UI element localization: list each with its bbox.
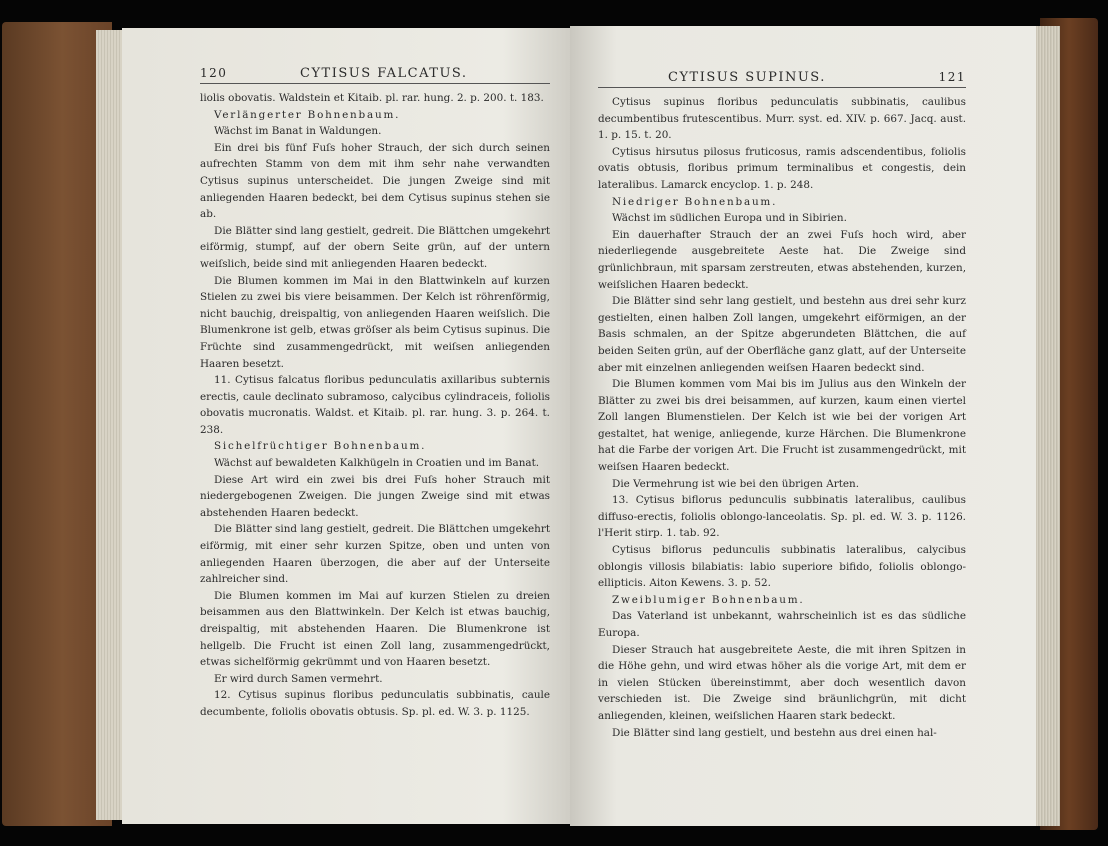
paragraph: Die Blätter sind lang gestielt, gedreit. Die Blättchen umgekehrt eiförmig, mit einer sehr kurzen Spitze, oben und unten von anliegenden Haaren überzogen, die aber auf der Unterseite zahlreicher sind. — [200, 523, 550, 586]
common-name-heading: Verlängerter Bohnenbaum. — [214, 108, 401, 121]
species-entry: 13. Cytisus biflorus pedunculis subbinatis lateralibus, caulibus diffuso-erectis, foliolis oblongo-lanceolatis. Sp. pl. ed. W. 3. p. 1126. l'Herit stirp. 1. tab. 92. — [598, 494, 966, 540]
paragraph: Diese Art wird ein zwei bis drei Fuſs hoher Strauch mit niedergebogenen Zweigen. Die jungen Zweige sind mit etwas abstehenden Haaren bedeckt. — [200, 473, 550, 519]
paragraph: Die Vermehrung ist wie bei den übrigen Arten. — [612, 477, 860, 490]
paragraph: Die Blätter sind lang gestielt, und bestehn aus drei einen hal- — [612, 726, 937, 739]
page-number-right: 121 — [938, 70, 966, 84]
page-number-left: 120 — [200, 66, 228, 80]
paragraph: Die Blätter sind sehr lang gestielt, und bestehn aus drei sehr kurz gestielten, einen halben Zoll langen, umgekehrt eiförmigen, an der Basis schmalen, an der Spitze abgerundeten Blättchen, die auf beiden Seiten grün, auf der Oberfläche ganz glatt, auf der Unterseite aber mit einzelnen anliegenden weiſsen Haaren bedeckt sind. — [598, 295, 966, 374]
running-title-left: CYTISUS FALCATUS. — [300, 66, 468, 81]
paragraph: Wächst im südlichen Europa und in Sibirien. — [612, 212, 847, 225]
left-page-text — [200, 90, 550, 721]
species-synonym: Cytisus hirsutus pilosus fruticosus, ramis adscendentibus, foliolis ovatis obtusis, floribus primum terminalibus et congestis, dein lateralibus. Lamarck encyclop. 1. p. 248. — [598, 145, 966, 191]
paragraph: Ein dauerhafter Strauch der an zwei Fuſs hoch wird, aber niederliegende ausgebreitete Aeste hat. Die Zweige sind grünlichbraun, mit sparsam zerstreuten, etwas abstehenden, kurzen, weiſslichen Haaren bedeckt. — [598, 228, 966, 291]
paragraph: Die Blätter sind lang gestielt, gedreit. Die Blättchen umgekehrt eiförmig, stumpf, auf der obern Seite grün, auf der untern weiſslich, beide sind mit anliegenden Haaren bedeckt. — [200, 224, 550, 270]
species-synonym: Cytisus supinus floribus pedunculatis subbinatis, caulibus decumbentibus frutescentibus. Murr. syst. ed. XIV. p. 667. Jacq. aust. 1. p. 15. t. 20. — [598, 96, 966, 142]
common-name-heading: Zweiblumiger Bohnenbaum. — [612, 593, 805, 606]
species-entry: 12. Cytisus supinus floribus pedunculatis subbinatis, caule decumbente, foliolis obovatis obtusis. Sp. pl. ed. W. 3. p. 1125. — [200, 689, 550, 718]
right-page — [570, 26, 1036, 826]
paragraph: Wächst auf bewaldeten Kalkhügeln in Croatien und im Banat. — [214, 457, 540, 470]
paragraph: liolis obovatis. Waldstein et Kitaib. pl. rar. hung. 2. p. 200. t. 183. — [200, 92, 544, 104]
paragraph: Die Blumen kommen im Mai in den Blattwinkeln auf kurzen Stielen zu zwei bis viere beisammen. Der Kelch ist röhrenförmig, nicht bauchig, dreispaltig, von anliegenden Haaren weiſslich. Die Blumenkrone ist gelb, etwas gröſser als beim Cytisus supinus. Die Früchte sind zusammengedrückt, mit weiſsen anliegenden Haaren besetzt. — [200, 274, 550, 370]
running-title-right: CYTISUS SUPINUS. — [668, 70, 826, 85]
running-head-left — [200, 66, 550, 84]
paragraph: Die Blumen kommen im Mai auf kurzen Stielen zu dreien beisammen aus den Blattwinkeln. Der Kelch ist etwas bauchig, dreispaltig, mit abstehenden Haaren. Die Blumenkrone ist hellgelb. Die Frucht ist einen Zoll lang, zusammengedrückt, etwas sichelförmig gekrümmt und von Haaren besetzt. — [200, 589, 550, 669]
paragraph: Ein drei bis fünf Fuſs hoher Strauch, der sich durch seinen aufrechten Stamm von dem mit ihm sehr nahe verwandten Cytisus supinus unterscheidet. Die jungen Zweige sind mit anliegenden Haaren bedeckt, bei dem Cytisus supinus stehen sie ab. — [200, 141, 550, 221]
paragraph: Wächst im Banat in Waldungen. — [214, 125, 382, 138]
paragraph: Die Blumen kommen vom Mai bis im Julius aus den Winkeln der Blätter zu zwei bis drei beisammen, auf kurzen, kaum einen viertel Zoll langen Blumenstielen. Der Kelch ist wie bei der vorigen Art gestaltet, hat wenige, anliegende, kurze Härchen. Die Blumenkrone hat die Farbe der vorigen Art. Die Frucht ist zusammengedrückt, mit weiſsen Haaren bedeckt. — [598, 378, 966, 474]
right-page-text — [598, 94, 966, 741]
species-synonym: Cytisus biflorus pedunculis subbinatis lateralibus, calycibus oblongis villosis bilabiatis: labio superiore bifido, foliolis oblongo-ellipticis. Aiton Kewens. 3. p. 52. — [598, 544, 966, 590]
paragraph: Das Vaterland ist unbekannt, wahrscheinlich ist es das südliche Europa. — [598, 610, 966, 639]
left-page — [122, 28, 570, 824]
paragraph: Er wird durch Samen vermehrt. — [214, 672, 383, 685]
paragraph: Dieser Strauch hat ausgebreitete Aeste, die mit ihren Spitzen in die Höhe gehn, und wird etwas höher als die vorige Art, mit dem er in vielen Stücken übereinstimmt, aber doch wesentlich davon verschieden ist. Die Zweige sind bräunlichgrün, mit dicht anliegenden, kleinen, weiſslichen Haaren stark bedeckt. — [598, 643, 966, 722]
common-name-heading: Niedriger Bohnenbaum. — [612, 195, 778, 208]
common-name-heading: Sichelfrüchtiger Bohnenbaum. — [214, 440, 427, 453]
running-head-right — [598, 70, 966, 88]
species-entry: 11. Cytisus falcatus floribus pedunculatis axillaribus subternis erectis, caule declinato subramoso, calycibus cylindraceis, foliolis obovatis mucronatis. Waldst. et Kitaib. pl. rar. hung. 3. p. 264. t. 238. — [200, 374, 550, 436]
